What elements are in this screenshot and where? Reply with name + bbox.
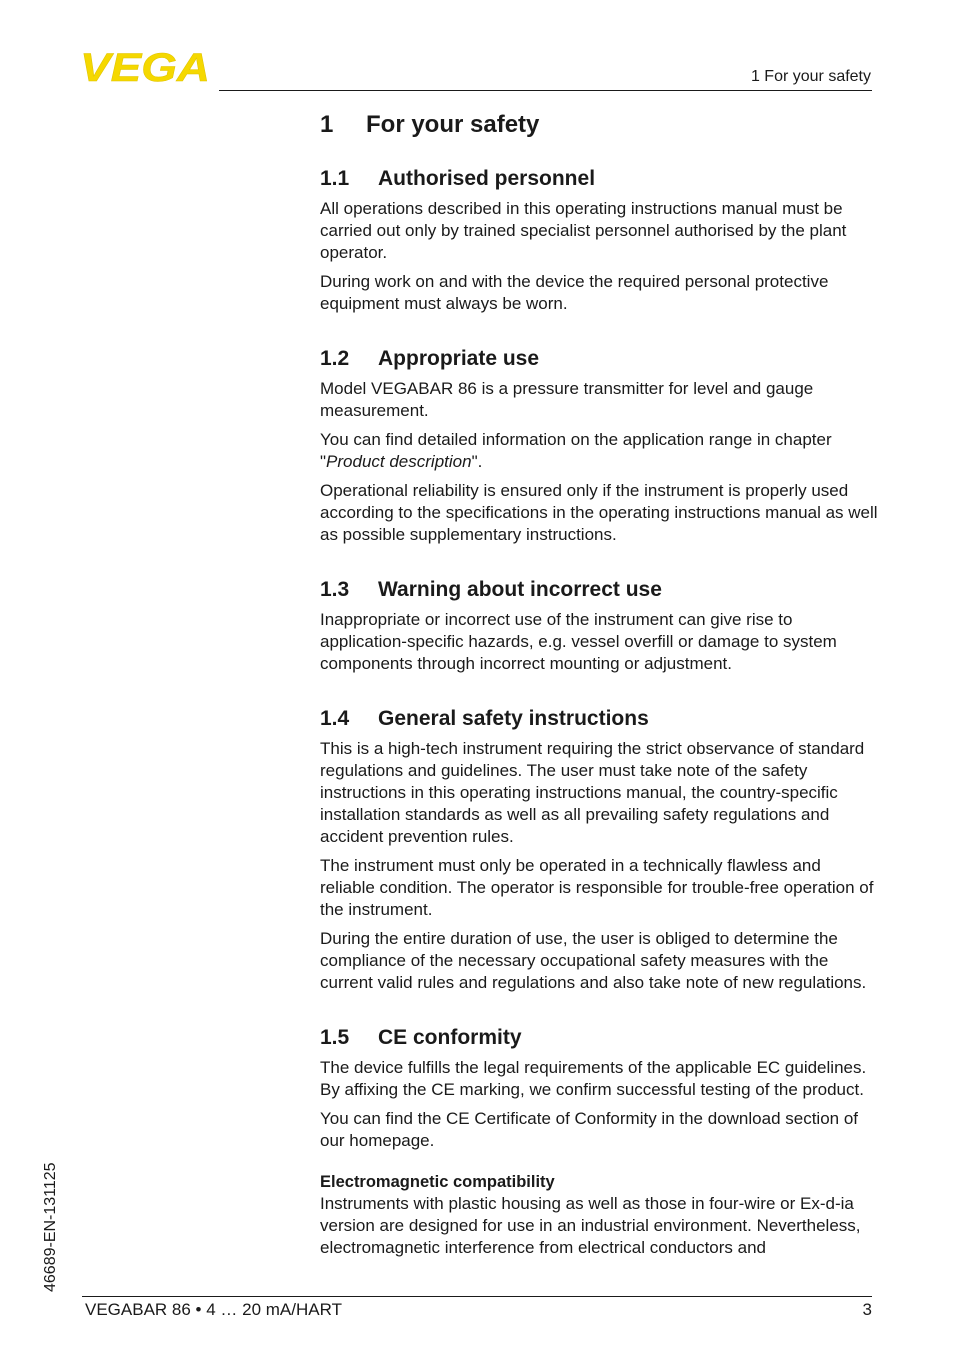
section-authorised-personnel xyxy=(320,166,880,315)
footer-product: VEGABAR 86 • 4 … 20 mA/HART xyxy=(85,1300,342,1319)
section-heading xyxy=(320,346,880,372)
paragraph: Instruments with plastic housing as well as those in four-wire or Ex-d-ia version are designed for use in an industrial environment. Nevertheless, electromagnetic interference from electrical conductors and xyxy=(320,1194,861,1257)
paragraph: During the entire duration of use, the user is obliged to determine the compliance of the necessary occupational safety measures with the current valid rules and regulations and also take note of new regulations. xyxy=(320,929,867,992)
section-heading xyxy=(320,577,880,603)
paragraph: The device fulfills the legal requirements of the applicable EC guidelines. By affixing the CE marking, we confirm successful testing of the product. xyxy=(320,1058,867,1099)
vega-logo xyxy=(80,50,212,84)
paragraph-with-reference xyxy=(320,429,880,473)
chapter-heading xyxy=(320,108,880,142)
header-rule xyxy=(219,90,872,91)
chapter-number: 1 xyxy=(320,111,334,138)
subsection-title: Electromagnetic compatibility xyxy=(320,1173,555,1191)
section-number: 1.1 xyxy=(320,167,350,190)
logo-text: VEGA xyxy=(80,50,210,84)
paragraph: During work on and with the device the required personal protective equipment must always be worn. xyxy=(320,272,829,313)
paragraph-text: ". xyxy=(471,452,483,471)
footer-rule xyxy=(82,1296,872,1297)
section-number: 1.3 xyxy=(320,578,350,601)
page-number: 3 xyxy=(862,1300,872,1319)
section-title: Warning about incorrect use xyxy=(378,578,662,601)
section-appropriate-use xyxy=(320,346,880,546)
section-title: Authorised personnel xyxy=(378,167,596,190)
paragraph: This is a high-tech instrument requiring the strict observance of standard regulations and guidelines. The user must take note of the safety instructions in this operating instructions manual, the country-specific installation standards as well as all prevailing safety regulations and accident prevention rules. xyxy=(320,739,865,846)
section-ce-conformity xyxy=(320,1025,880,1259)
paragraph: All operations described in this operating instructions manual must be carried out only by trained specialist personnel authorised by the plant operator. xyxy=(320,199,847,262)
chapter-reference: Product description xyxy=(326,452,472,471)
section-heading xyxy=(320,166,880,192)
section-heading xyxy=(320,706,880,732)
section-warning-incorrect-use xyxy=(320,577,880,675)
section-number: 1.4 xyxy=(320,707,350,730)
section-general-safety xyxy=(320,706,880,994)
document-number: 46689-EN-131125 xyxy=(42,1162,59,1292)
section-heading xyxy=(320,1025,880,1051)
section-title: Appropriate use xyxy=(378,347,540,370)
page-content xyxy=(320,108,880,1290)
section-number: 1.2 xyxy=(320,347,350,370)
chapter-title: For your safety xyxy=(366,111,540,138)
running-header: 1 For your safety xyxy=(750,68,871,85)
paragraph: Operational reliability is ensured only if the instrument is properly used according to the specifications in the operating instructions manual as well as possible supplementary instructions. xyxy=(320,481,878,544)
paragraph: You can find the CE Certificate of Conformity in the download section of our homepage. xyxy=(320,1109,859,1150)
section-title: General safety instructions xyxy=(378,707,649,730)
paragraph: Inappropriate or incorrect use of the instrument can give rise to application-specific hazards, e.g. vessel overfill or damage to system components through incorrect mounting or adjustment. xyxy=(320,610,837,673)
paragraph: The instrument must only be operated in a technically flawless and reliable condition. The operator is responsible for trouble-free operation of the instrument. xyxy=(320,856,874,919)
paragraph-text: You can find detailed information on the application range in chapter " xyxy=(320,430,832,471)
section-number: 1.5 xyxy=(320,1026,350,1049)
section-title: CE conformity xyxy=(378,1026,522,1049)
paragraph: Model VEGABAR 86 is a pressure transmitter for level and gauge measurement. xyxy=(320,379,814,420)
